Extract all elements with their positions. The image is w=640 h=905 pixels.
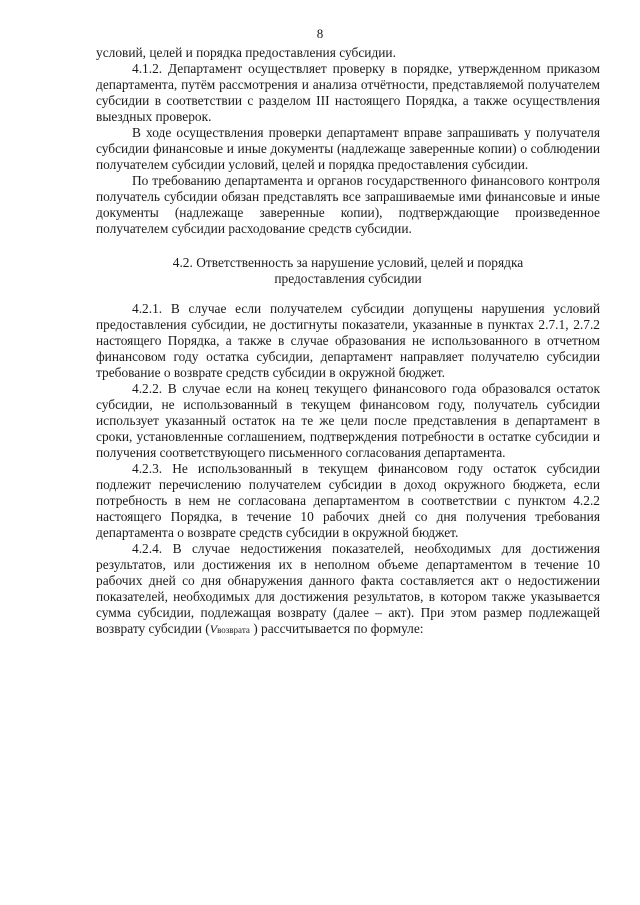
paragraph-4-2-4-end: ) рассчитывается по формуле: [253, 621, 424, 636]
heading-line-1: 4.2. Ответственность за нарушение условий, целей и порядка [172, 255, 524, 270]
paragraph-inspection-rights: В ходе осуществления проверки департамент вправе запрашивать у получателя субсидии финансовые и иные документы (надлежаще заверенные копии) о соблюдении получателем субсидии условий, целей и порядка предоставления субсидии. [96, 125, 600, 172]
formula-symbol [210, 622, 250, 636]
paragraph-4-1-2: 4.1.2. Департамент осуществляет проверку в порядке, утвержденном приказом департамента, путём рассмотрения и анализа отчётности, представляемой получателем субсидии в соответствии с разделом III настоящего Порядка, а также осуществления выездных проверок. [96, 61, 600, 124]
paragraph-document-request: По требованию департамента и органов государственного финансового контроля получатель субсидии обязан представлять все запрашиваемые ими финансовые и иные документы (надлежаще заверенные копии), подтверждающие произведенное получателем субсидии расходование средств субсидии. [96, 173, 600, 236]
paragraph-4-2-3: 4.2.3. Не использованный в текущем финансовом году остаток субсидии подлежит перечислению получателем субсидии в доход окружного бюджета, если потребность в нем не согласована департаментом в соответствии с пунктом 4.2.2 настоящего Порядка, в течение 10 рабочих дней со дня получения требования департамента о возврате средств субсидии в окружной бюджет. [96, 461, 600, 540]
page-number: 8 [316, 26, 324, 41]
formula-symbol-letter: V [209, 622, 218, 636]
paragraph-4-2-1: 4.2.1. В случае если получателем субсидии допущены нарушения условий предоставления субсидии, не достигнуты показатели, указанные в пунктах 2.7.1, 2.7.2 настоящего Порядка, а также в случае образования не использованного в отчетном финансовом году остатка субсидии, департамент направляет получателю субсидии требование о возврате средств субсидии в окружной бюджет. [96, 301, 600, 380]
document-body [96, 45, 600, 638]
heading-line-2: предоставления субсидии [274, 271, 422, 286]
formula-subscript: возврата [217, 625, 250, 635]
paragraph-4-2-2: 4.2.2. В случае если на конец текущего финансового года образовался остаток субсидии, не использованный в текущем финансовом году, получатель субсидии использует указанный остаток на те же цели после представления в департамент в сроки, установленные соглашением, подтверждения потребности в остатке субсидии и получения соответствующего письменного согласования департамента. [96, 381, 600, 460]
paragraph-continuation: условий, целей и порядка предоставления субсидии. [96, 45, 396, 60]
section-heading-4-2 [96, 255, 600, 287]
paragraph-4-2-4-text: 4.2.4. В случае недостижения показателей, необходимых для достижения результатов, или достижения их в неполном объеме департаментом в течение 10 рабочих дней со дня обнаружения данного факта составляется акт о недостижении показателей, необходимых для достижения результатов, в котором также указывается сумма субсидии, подлежащая возврату (далее – акт). При этом размер подлежащей возврату субсидии ( [96, 541, 600, 636]
paragraph-4-2-4 [96, 541, 600, 638]
